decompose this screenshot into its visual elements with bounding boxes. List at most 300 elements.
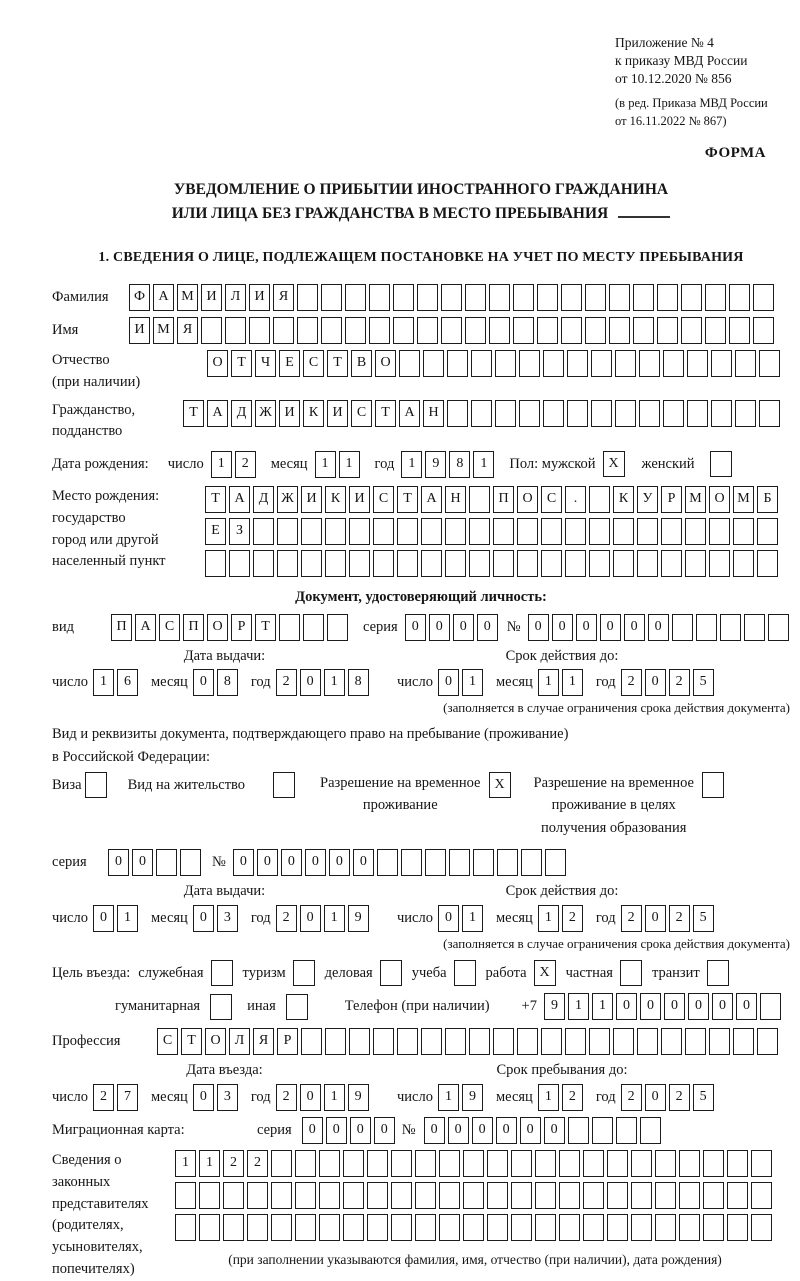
char-cell[interactable] — [397, 550, 418, 577]
char-cell[interactable] — [615, 350, 636, 377]
char-cell[interactable] — [757, 550, 778, 577]
char-cell[interactable]: А — [207, 400, 228, 427]
char-cell[interactable] — [417, 284, 438, 311]
char-cell[interactable]: 1 — [175, 1150, 196, 1177]
purpose-private-checkbox[interactable] — [620, 960, 642, 986]
char-cell[interactable]: 2 — [93, 1084, 114, 1111]
char-cell[interactable]: 1 — [339, 451, 360, 478]
char-cell[interactable] — [303, 614, 324, 641]
char-cell[interactable] — [301, 550, 322, 577]
char-cell[interactable] — [583, 1214, 604, 1241]
char-cell[interactable]: 0 — [624, 614, 645, 641]
char-cell[interactable] — [465, 317, 486, 344]
char-cell[interactable] — [397, 1028, 418, 1055]
char-cell[interactable] — [613, 518, 634, 545]
char-cell[interactable]: Ф — [129, 284, 150, 311]
char-cell[interactable] — [585, 284, 606, 311]
char-cell[interactable] — [727, 1150, 748, 1177]
purpose-transit-checkbox[interactable] — [707, 960, 729, 986]
char-cell[interactable] — [343, 1182, 364, 1209]
char-cell[interactable]: Т — [375, 400, 396, 427]
char-cell[interactable] — [249, 317, 270, 344]
char-cell[interactable] — [559, 1182, 580, 1209]
char-cell[interactable] — [687, 350, 708, 377]
char-cell[interactable]: 0 — [645, 1084, 666, 1111]
char-cell[interactable] — [517, 1028, 538, 1055]
char-cell[interactable]: 8 — [348, 669, 369, 696]
char-cell[interactable] — [545, 849, 566, 876]
char-cell[interactable]: К — [613, 486, 634, 513]
char-cell[interactable] — [493, 550, 514, 577]
char-cell[interactable] — [349, 1028, 370, 1055]
char-cell[interactable] — [591, 400, 612, 427]
char-cell[interactable]: М — [685, 486, 706, 513]
char-cell[interactable] — [705, 317, 726, 344]
char-cell[interactable] — [511, 1182, 532, 1209]
char-cell[interactable]: 0 — [93, 905, 114, 932]
char-cell[interactable] — [229, 550, 250, 577]
char-cell[interactable]: Я — [177, 317, 198, 344]
char-cell[interactable]: Л — [225, 284, 246, 311]
char-cell[interactable] — [543, 400, 564, 427]
char-cell[interactable] — [768, 614, 789, 641]
gender-male-checkbox[interactable]: X — [603, 451, 625, 477]
residence-permit-checkbox[interactable] — [273, 772, 295, 798]
char-cell[interactable] — [751, 1182, 772, 1209]
char-cell[interactable] — [421, 550, 442, 577]
char-cell[interactable] — [585, 317, 606, 344]
char-cell[interactable] — [709, 550, 730, 577]
char-cell[interactable] — [373, 1028, 394, 1055]
char-cell[interactable] — [757, 1028, 778, 1055]
purpose-tourism-checkbox[interactable] — [293, 960, 315, 986]
char-cell[interactable] — [415, 1182, 436, 1209]
char-cell[interactable] — [727, 1182, 748, 1209]
char-cell[interactable]: 6 — [117, 669, 138, 696]
char-cell[interactable] — [201, 317, 222, 344]
char-cell[interactable]: А — [421, 486, 442, 513]
char-cell[interactable] — [613, 550, 634, 577]
char-cell[interactable] — [681, 284, 702, 311]
char-cell[interactable] — [447, 400, 468, 427]
char-cell[interactable] — [469, 550, 490, 577]
char-cell[interactable]: С — [159, 614, 180, 641]
char-cell[interactable] — [517, 550, 538, 577]
char-cell[interactable] — [687, 400, 708, 427]
char-cell[interactable]: С — [541, 486, 562, 513]
char-cell[interactable]: 0 — [438, 669, 459, 696]
char-cell[interactable]: 1 — [462, 669, 483, 696]
char-cell[interactable]: 0 — [544, 1117, 565, 1144]
purpose-other-checkbox[interactable] — [286, 994, 308, 1020]
char-cell[interactable] — [489, 284, 510, 311]
char-cell[interactable] — [535, 1150, 556, 1177]
char-cell[interactable]: 0 — [736, 993, 757, 1020]
char-cell[interactable]: . — [565, 486, 586, 513]
char-cell[interactable] — [759, 400, 780, 427]
char-cell[interactable]: 0 — [405, 614, 426, 641]
char-cell[interactable] — [321, 317, 342, 344]
char-cell[interactable]: 5 — [693, 669, 714, 696]
char-cell[interactable]: 1 — [211, 451, 232, 478]
char-cell[interactable]: С — [303, 350, 324, 377]
char-cell[interactable]: 1 — [401, 451, 422, 478]
char-cell[interactable]: 1 — [324, 905, 345, 932]
char-cell[interactable] — [753, 284, 774, 311]
char-cell[interactable] — [495, 400, 516, 427]
char-cell[interactable]: 0 — [108, 849, 129, 876]
char-cell[interactable]: 9 — [348, 1084, 369, 1111]
char-cell[interactable]: 0 — [353, 849, 374, 876]
char-cell[interactable]: 5 — [693, 1084, 714, 1111]
char-cell[interactable] — [633, 317, 654, 344]
char-cell[interactable] — [445, 550, 466, 577]
char-cell[interactable]: 0 — [576, 614, 597, 641]
char-cell[interactable]: Т — [183, 400, 204, 427]
char-cell[interactable]: О — [517, 486, 538, 513]
char-cell[interactable]: 0 — [233, 849, 254, 876]
char-cell[interactable] — [325, 518, 346, 545]
char-cell[interactable]: 7 — [117, 1084, 138, 1111]
char-cell[interactable]: О — [375, 350, 396, 377]
char-cell[interactable]: 1 — [462, 905, 483, 932]
char-cell[interactable] — [729, 284, 750, 311]
char-cell[interactable] — [537, 317, 558, 344]
char-cell[interactable]: 3 — [217, 1084, 238, 1111]
char-cell[interactable] — [672, 614, 693, 641]
char-cell[interactable]: 0 — [281, 849, 302, 876]
char-cell[interactable] — [319, 1150, 340, 1177]
char-cell[interactable]: О — [207, 614, 228, 641]
char-cell[interactable] — [425, 849, 446, 876]
char-cell[interactable] — [733, 1028, 754, 1055]
char-cell[interactable] — [711, 350, 732, 377]
char-cell[interactable] — [487, 1150, 508, 1177]
char-cell[interactable] — [327, 614, 348, 641]
char-cell[interactable] — [561, 284, 582, 311]
char-cell[interactable]: 1 — [438, 1084, 459, 1111]
purpose-work-checkbox[interactable]: X — [534, 960, 556, 986]
char-cell[interactable]: 2 — [621, 669, 642, 696]
char-cell[interactable] — [744, 614, 765, 641]
char-cell[interactable] — [445, 1028, 466, 1055]
char-cell[interactable] — [679, 1182, 700, 1209]
char-cell[interactable] — [657, 284, 678, 311]
char-cell[interactable] — [733, 518, 754, 545]
char-cell[interactable]: 8 — [449, 451, 470, 478]
char-cell[interactable] — [711, 400, 732, 427]
char-cell[interactable]: Т — [181, 1028, 202, 1055]
char-cell[interactable] — [345, 284, 366, 311]
char-cell[interactable] — [373, 550, 394, 577]
char-cell[interactable]: 2 — [669, 1084, 690, 1111]
char-cell[interactable] — [589, 1028, 610, 1055]
char-cell[interactable] — [685, 1028, 706, 1055]
char-cell[interactable]: М — [177, 284, 198, 311]
temporary-residence-checkbox[interactable]: X — [489, 772, 511, 798]
char-cell[interactable] — [735, 400, 756, 427]
char-cell[interactable]: 2 — [276, 1084, 297, 1111]
char-cell[interactable]: 1 — [315, 451, 336, 478]
char-cell[interactable] — [295, 1214, 316, 1241]
char-cell[interactable]: 2 — [276, 905, 297, 932]
char-cell[interactable] — [521, 849, 542, 876]
char-cell[interactable]: 1 — [538, 905, 559, 932]
char-cell[interactable] — [696, 614, 717, 641]
char-cell[interactable] — [393, 317, 414, 344]
char-cell[interactable]: Т — [255, 614, 276, 641]
char-cell[interactable] — [495, 350, 516, 377]
char-cell[interactable] — [583, 1150, 604, 1177]
char-cell[interactable]: Р — [661, 486, 682, 513]
gender-female-checkbox[interactable] — [710, 451, 732, 477]
char-cell[interactable] — [463, 1182, 484, 1209]
char-cell[interactable] — [253, 518, 274, 545]
char-cell[interactable] — [685, 518, 706, 545]
char-cell[interactable] — [487, 1214, 508, 1241]
char-cell[interactable]: 0 — [448, 1117, 469, 1144]
char-cell[interactable] — [295, 1182, 316, 1209]
char-cell[interactable] — [757, 518, 778, 545]
char-cell[interactable]: М — [153, 317, 174, 344]
char-cell[interactable]: 1 — [538, 1084, 559, 1111]
char-cell[interactable] — [349, 550, 370, 577]
char-cell[interactable] — [205, 550, 226, 577]
char-cell[interactable]: 3 — [217, 905, 238, 932]
char-cell[interactable]: 2 — [223, 1150, 244, 1177]
char-cell[interactable] — [301, 518, 322, 545]
char-cell[interactable] — [613, 1028, 634, 1055]
char-cell[interactable] — [720, 614, 741, 641]
char-cell[interactable]: О — [205, 1028, 226, 1055]
char-cell[interactable] — [343, 1214, 364, 1241]
char-cell[interactable] — [439, 1150, 460, 1177]
char-cell[interactable] — [223, 1182, 244, 1209]
char-cell[interactable]: Ж — [277, 486, 298, 513]
char-cell[interactable]: А — [135, 614, 156, 641]
char-cell[interactable]: Я — [273, 284, 294, 311]
char-cell[interactable]: 1 — [324, 1084, 345, 1111]
char-cell[interactable] — [657, 317, 678, 344]
char-cell[interactable] — [639, 350, 660, 377]
char-cell[interactable]: 2 — [669, 669, 690, 696]
char-cell[interactable]: О — [709, 486, 730, 513]
purpose-business-checkbox[interactable] — [211, 960, 233, 986]
char-cell[interactable] — [709, 518, 730, 545]
char-cell[interactable]: 1 — [324, 669, 345, 696]
char-cell[interactable] — [247, 1182, 268, 1209]
char-cell[interactable]: 0 — [453, 614, 474, 641]
char-cell[interactable] — [589, 550, 610, 577]
char-cell[interactable] — [489, 317, 510, 344]
char-cell[interactable]: Д — [253, 486, 274, 513]
char-cell[interactable] — [369, 284, 390, 311]
char-cell[interactable]: И — [349, 486, 370, 513]
char-cell[interactable]: 0 — [300, 905, 321, 932]
char-cell[interactable] — [345, 317, 366, 344]
char-cell[interactable]: Н — [423, 400, 444, 427]
char-cell[interactable]: 5 — [693, 905, 714, 932]
char-cell[interactable] — [735, 350, 756, 377]
char-cell[interactable] — [391, 1150, 412, 1177]
char-cell[interactable]: 2 — [562, 1084, 583, 1111]
char-cell[interactable] — [199, 1214, 220, 1241]
char-cell[interactable]: 9 — [348, 905, 369, 932]
char-cell[interactable] — [655, 1214, 676, 1241]
char-cell[interactable] — [535, 1182, 556, 1209]
char-cell[interactable]: Т — [231, 350, 252, 377]
char-cell[interactable] — [631, 1182, 652, 1209]
char-cell[interactable] — [497, 849, 518, 876]
char-cell[interactable] — [541, 550, 562, 577]
char-cell[interactable]: П — [493, 486, 514, 513]
char-cell[interactable] — [367, 1214, 388, 1241]
char-cell[interactable] — [469, 518, 490, 545]
char-cell[interactable] — [607, 1182, 628, 1209]
char-cell[interactable] — [449, 849, 470, 876]
char-cell[interactable] — [609, 317, 630, 344]
char-cell[interactable]: И — [249, 284, 270, 311]
char-cell[interactable]: 2 — [562, 905, 583, 932]
char-cell[interactable]: 0 — [132, 849, 153, 876]
char-cell[interactable]: 0 — [520, 1117, 541, 1144]
char-cell[interactable] — [277, 550, 298, 577]
char-cell[interactable] — [609, 284, 630, 311]
char-cell[interactable] — [543, 350, 564, 377]
purpose-commercial-checkbox[interactable] — [380, 960, 402, 986]
char-cell[interactable] — [591, 350, 612, 377]
char-cell[interactable] — [637, 1028, 658, 1055]
char-cell[interactable]: 0 — [552, 614, 573, 641]
char-cell[interactable]: 0 — [640, 993, 661, 1020]
char-cell[interactable] — [631, 1150, 652, 1177]
char-cell[interactable]: Т — [397, 486, 418, 513]
char-cell[interactable] — [447, 350, 468, 377]
char-cell[interactable]: 0 — [424, 1117, 445, 1144]
char-cell[interactable]: 0 — [300, 669, 321, 696]
char-cell[interactable] — [397, 518, 418, 545]
char-cell[interactable]: Н — [445, 486, 466, 513]
char-cell[interactable]: 9 — [425, 451, 446, 478]
char-cell[interactable]: 8 — [217, 669, 238, 696]
char-cell[interactable]: 9 — [544, 993, 565, 1020]
char-cell[interactable] — [487, 1182, 508, 1209]
char-cell[interactable] — [271, 1214, 292, 1241]
char-cell[interactable]: О — [207, 350, 228, 377]
char-cell[interactable] — [567, 350, 588, 377]
char-cell[interactable]: 0 — [326, 1117, 347, 1144]
char-cell[interactable]: С — [351, 400, 372, 427]
char-cell[interactable] — [565, 1028, 586, 1055]
char-cell[interactable] — [559, 1214, 580, 1241]
char-cell[interactable] — [655, 1150, 676, 1177]
char-cell[interactable]: И — [201, 284, 222, 311]
char-cell[interactable]: 0 — [616, 993, 637, 1020]
char-cell[interactable]: 0 — [496, 1117, 517, 1144]
char-cell[interactable] — [517, 518, 538, 545]
char-cell[interactable] — [681, 317, 702, 344]
char-cell[interactable]: Я — [253, 1028, 274, 1055]
char-cell[interactable] — [511, 1150, 532, 1177]
char-cell[interactable] — [247, 1214, 268, 1241]
char-cell[interactable]: 2 — [621, 1084, 642, 1111]
char-cell[interactable] — [513, 317, 534, 344]
char-cell[interactable]: 0 — [429, 614, 450, 641]
char-cell[interactable]: 0 — [302, 1117, 323, 1144]
char-cell[interactable] — [401, 849, 422, 876]
char-cell[interactable] — [661, 1028, 682, 1055]
char-cell[interactable] — [537, 284, 558, 311]
char-cell[interactable] — [469, 1028, 490, 1055]
char-cell[interactable]: А — [399, 400, 420, 427]
char-cell[interactable]: 1 — [568, 993, 589, 1020]
char-cell[interactable] — [709, 1028, 730, 1055]
char-cell[interactable] — [589, 486, 610, 513]
char-cell[interactable]: У — [637, 486, 658, 513]
char-cell[interactable]: Е — [279, 350, 300, 377]
char-cell[interactable] — [367, 1150, 388, 1177]
temporary-residence-education-checkbox[interactable] — [702, 772, 724, 798]
char-cell[interactable] — [727, 1214, 748, 1241]
char-cell[interactable]: Б — [757, 486, 778, 513]
char-cell[interactable]: 0 — [645, 669, 666, 696]
char-cell[interactable] — [319, 1182, 340, 1209]
char-cell[interactable]: 9 — [462, 1084, 483, 1111]
char-cell[interactable]: Д — [231, 400, 252, 427]
char-cell[interactable]: И — [301, 486, 322, 513]
char-cell[interactable] — [469, 486, 490, 513]
char-cell[interactable] — [561, 317, 582, 344]
char-cell[interactable]: 2 — [247, 1150, 268, 1177]
char-cell[interactable]: 0 — [305, 849, 326, 876]
char-cell[interactable] — [441, 284, 462, 311]
char-cell[interactable]: К — [303, 400, 324, 427]
char-cell[interactable] — [325, 550, 346, 577]
char-cell[interactable] — [421, 518, 442, 545]
char-cell[interactable] — [592, 1117, 613, 1144]
char-cell[interactable]: 0 — [664, 993, 685, 1020]
char-cell[interactable] — [637, 518, 658, 545]
char-cell[interactable]: 1 — [199, 1150, 220, 1177]
char-cell[interactable] — [616, 1117, 637, 1144]
char-cell[interactable]: 0 — [193, 669, 214, 696]
char-cell[interactable]: 2 — [621, 905, 642, 932]
char-cell[interactable]: 0 — [528, 614, 549, 641]
char-cell[interactable]: 1 — [538, 669, 559, 696]
char-cell[interactable] — [225, 317, 246, 344]
char-cell[interactable] — [685, 550, 706, 577]
char-cell[interactable] — [565, 518, 586, 545]
char-cell[interactable] — [439, 1214, 460, 1241]
char-cell[interactable]: Т — [205, 486, 226, 513]
char-cell[interactable] — [607, 1214, 628, 1241]
char-cell[interactable]: 0 — [193, 905, 214, 932]
char-cell[interactable]: 2 — [276, 669, 297, 696]
char-cell[interactable]: С — [157, 1028, 178, 1055]
char-cell[interactable]: 0 — [257, 849, 278, 876]
char-cell[interactable] — [180, 849, 201, 876]
char-cell[interactable] — [271, 1182, 292, 1209]
char-cell[interactable] — [391, 1214, 412, 1241]
char-cell[interactable]: З — [229, 518, 250, 545]
char-cell[interactable] — [321, 284, 342, 311]
char-cell[interactable] — [465, 284, 486, 311]
char-cell[interactable] — [301, 1028, 322, 1055]
char-cell[interactable] — [631, 1214, 652, 1241]
char-cell[interactable] — [343, 1150, 364, 1177]
char-cell[interactable] — [319, 1214, 340, 1241]
char-cell[interactable]: 0 — [648, 614, 669, 641]
